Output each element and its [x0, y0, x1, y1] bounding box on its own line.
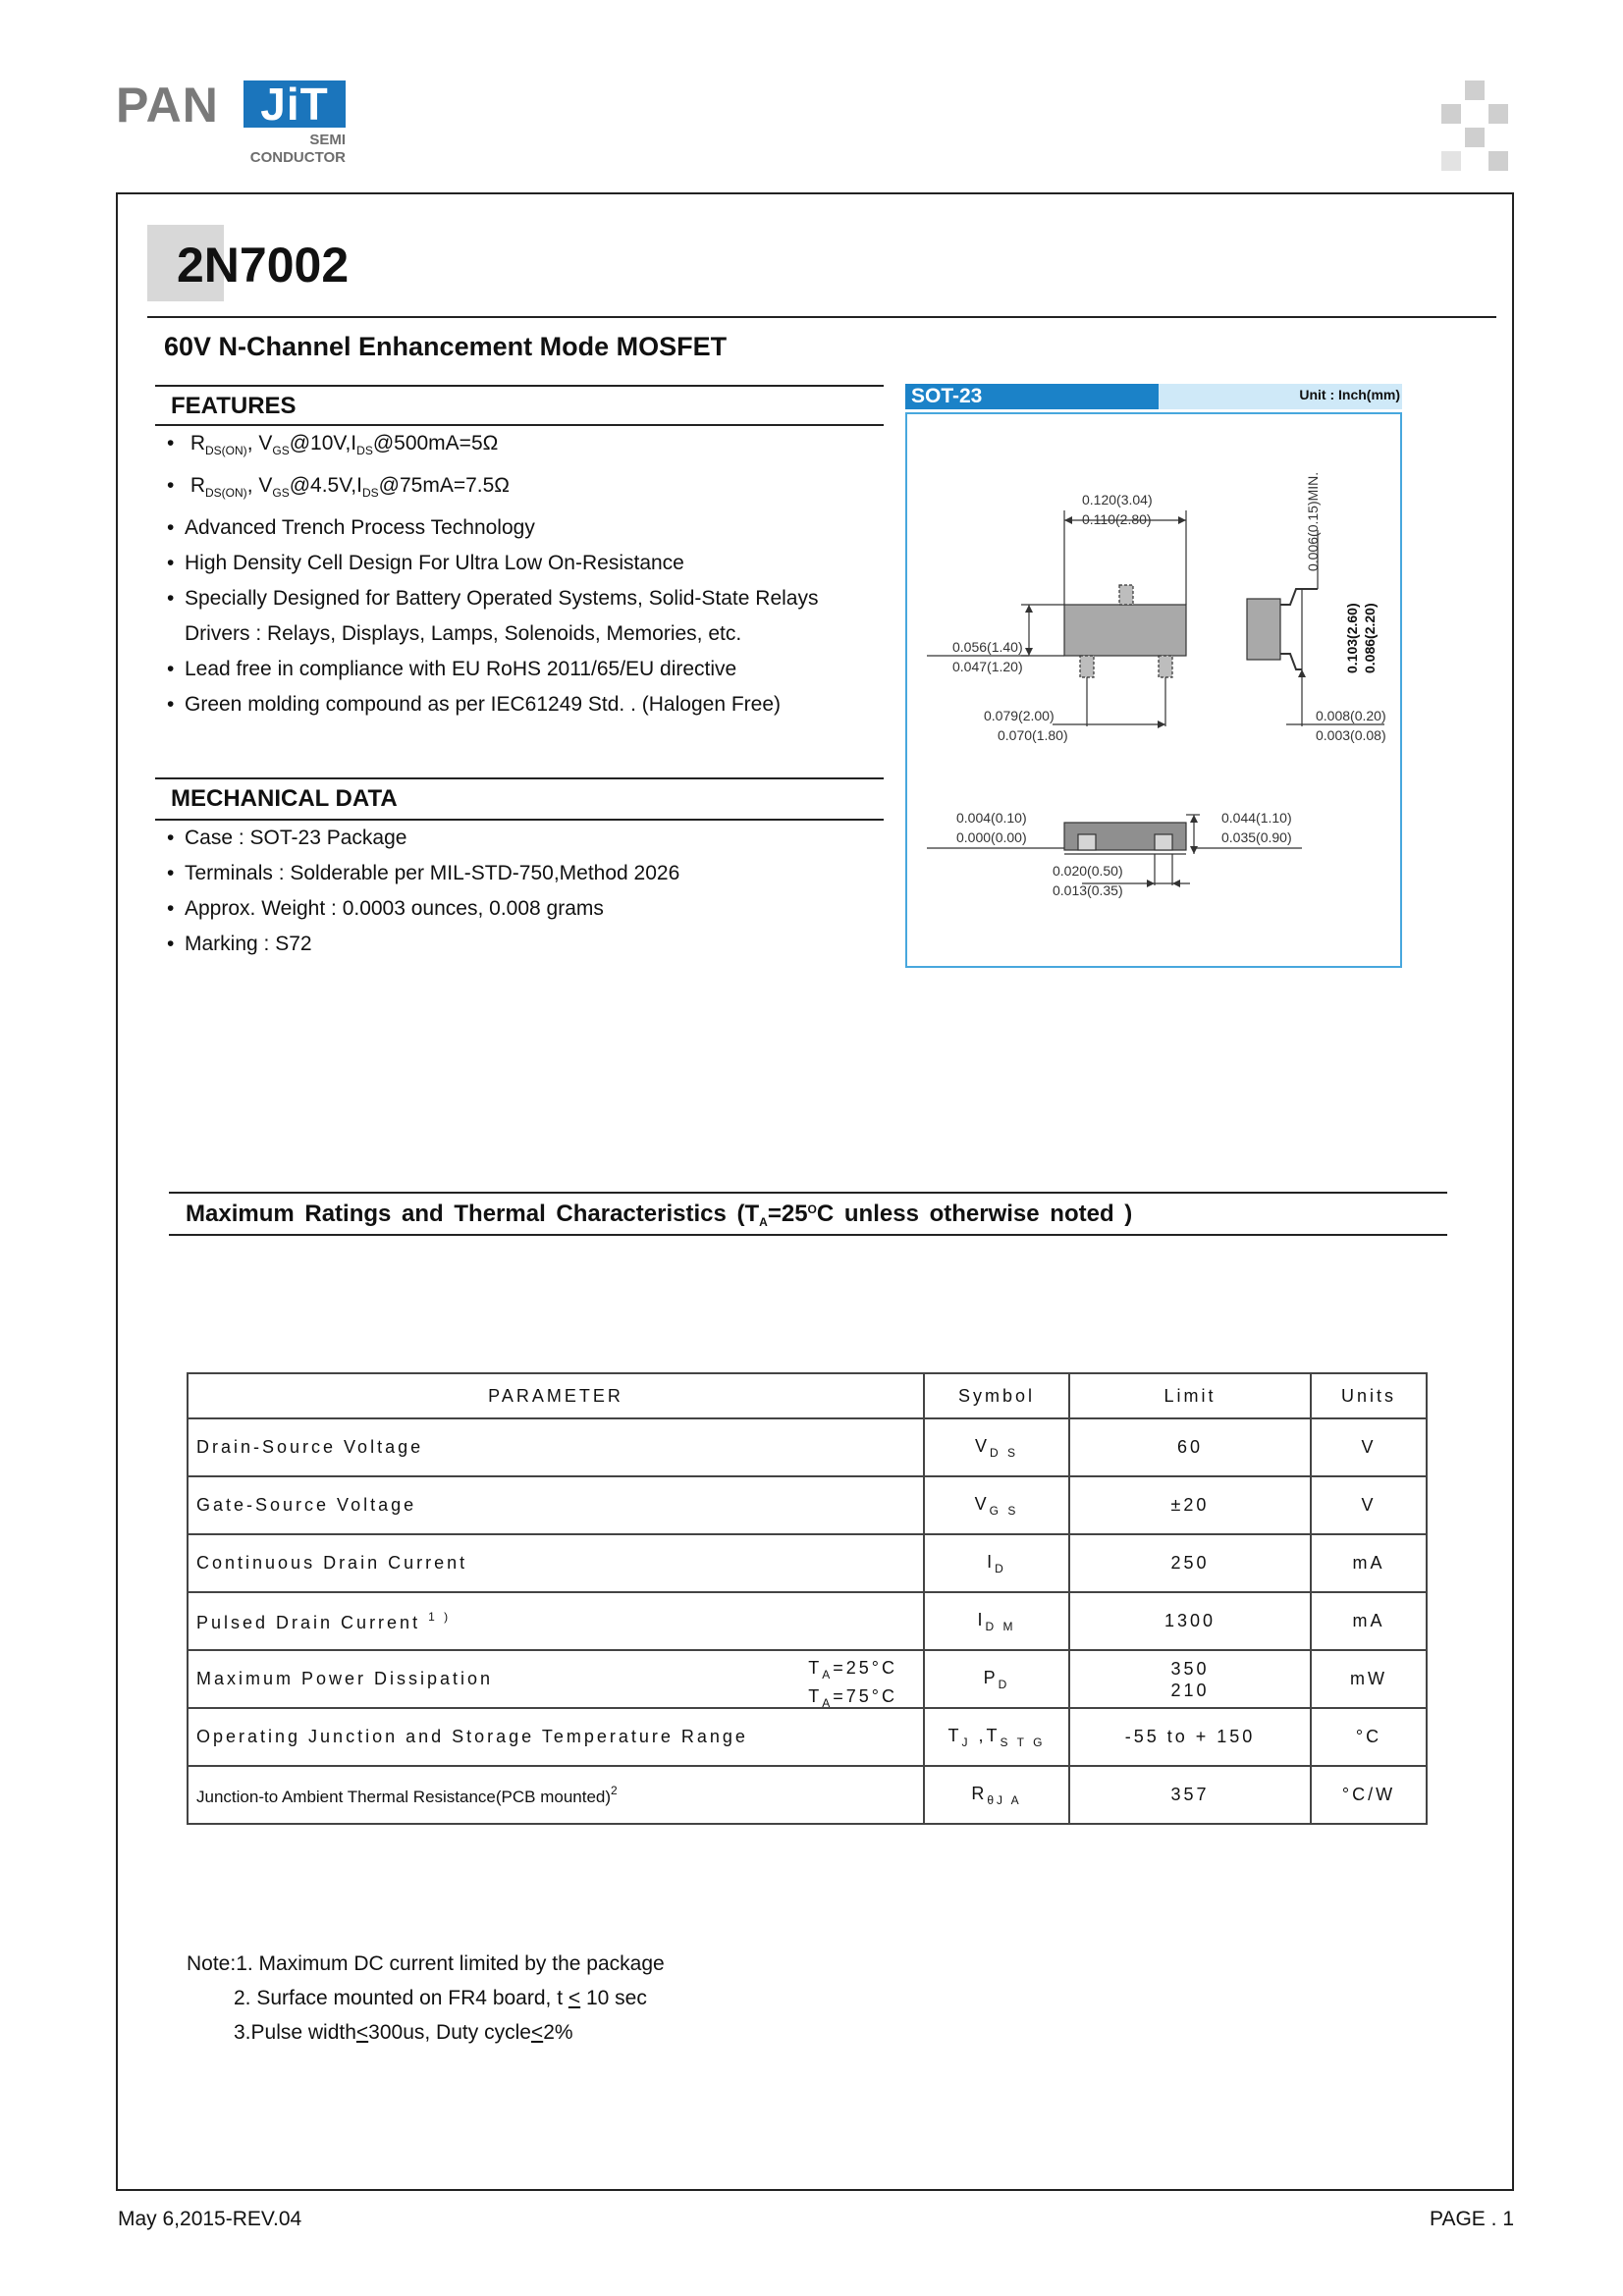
- cell-limit: 1300: [1069, 1592, 1311, 1650]
- header-symbol: Symbol: [924, 1373, 1069, 1418]
- header-parameter: PARAMETER: [188, 1373, 924, 1418]
- mechanical-item: • Terminals : Solderable per MIL-STD-750,Method 2026: [167, 862, 680, 884]
- dim-label: 0.103(2.60): [1344, 603, 1360, 673]
- cell-unit: °C: [1311, 1708, 1427, 1766]
- cell-symbol: $R_{\theta J A}$: [924, 1766, 1069, 1824]
- ratings-table: [187, 1372, 1428, 1825]
- dim-label: 0.013(0.35): [1053, 882, 1123, 898]
- feature-item-rds-4v5: • $R_{DS(ON)}$, $V_{GS}@4.5V,I_{DS}@75mA=7.5\Omega$: [167, 474, 510, 500]
- note-2: 2. Surface mounted on FR4 board, t < 10 sec: [234, 1987, 647, 2009]
- cell-limit: 357: [1069, 1766, 1311, 1824]
- ratings-rule-top: [169, 1192, 1447, 1194]
- top-view-lead: [1119, 585, 1133, 605]
- dim-label: 0.056(1.40): [952, 639, 1023, 655]
- cell-limit: 350 210: [1069, 1650, 1311, 1708]
- dim-label: 0.035(0.90): [1221, 829, 1292, 845]
- dim-label: 0.110(2.80): [1082, 511, 1152, 527]
- mechanical-title: MECHANICAL DATA: [171, 785, 398, 812]
- header-limit: Limit: [1069, 1373, 1311, 1418]
- cell-symbol: $P_D$: [924, 1650, 1069, 1708]
- cell-unit: V: [1311, 1418, 1427, 1476]
- features-rule-top: [155, 385, 884, 387]
- table-row: [188, 1766, 1427, 1824]
- table-row: [188, 1418, 1427, 1476]
- cell-condition: $T_A=25^\circ C$ $T_A=75^\circ C$: [808, 1658, 897, 1710]
- cell-limit: 60: [1069, 1418, 1311, 1476]
- dim-label: 0.008(0.20): [1316, 708, 1386, 723]
- feature-item: • High Density Cell Design For Ultra Low On-Resistance: [167, 552, 684, 574]
- feature-item: • Green molding compound as per IEC61249 Std. . (Halogen Free): [167, 693, 782, 716]
- table-row: [188, 1708, 1427, 1766]
- cell-limit: 250: [1069, 1534, 1311, 1592]
- table-row: [188, 1592, 1427, 1650]
- part-number: 2N7002: [177, 238, 350, 293]
- note-1: Note:1. Maximum DC current limited by the package: [187, 1952, 665, 1975]
- note-3: 3.Pulse width<300us, Duty cycle<2%: [234, 2021, 573, 2044]
- features-title: FEATURES: [171, 393, 297, 419]
- dim-label: 0.004(0.10): [956, 810, 1027, 826]
- table-header-row: [188, 1373, 1427, 1418]
- mechanical-rule-top: [155, 777, 884, 779]
- table-row: [188, 1534, 1427, 1592]
- logo-semi-text: SEMI: [309, 132, 346, 148]
- table-row: [188, 1476, 1427, 1534]
- cell-parameter: Operating Junction and Storage Temperature Range: [188, 1708, 924, 1766]
- package-name: SOT-23: [905, 384, 1159, 409]
- cell-symbol: $I_{D M}$: [924, 1592, 1069, 1650]
- side-view-body: [1247, 599, 1280, 660]
- mechanical-item: • Marking : S72: [167, 933, 312, 955]
- dim-label: 0.044(1.10): [1221, 810, 1292, 826]
- feature-item: • Lead free in compliance with EU RoHS 2011/65/EU directive: [167, 658, 737, 680]
- cell-parameter: Maximum Power Dissipation $T_A=25^\circ C$ $T_A=75^\circ C$: [188, 1650, 924, 1708]
- feature-item: • Advanced Trench Process Technology: [167, 516, 535, 539]
- feature-item-continued: Drivers : Relays, Displays, Lamps, Solenoids, Memories, etc.: [185, 622, 742, 645]
- dim-label: 0.047(1.20): [952, 659, 1023, 674]
- dim-label: 0.070(1.80): [998, 727, 1068, 743]
- dim-label: 0.000(0.00): [956, 829, 1027, 845]
- cell-symbol: $T_J$ $,T_{S T G}$: [924, 1708, 1069, 1766]
- cell-parameter: Gate-Source Voltage: [188, 1476, 924, 1534]
- top-view-body: [1064, 605, 1186, 656]
- mechanical-item: • Approx. Weight : 0.0003 ounces, 0.008 grams: [167, 897, 604, 920]
- features-list: [167, 426, 818, 722]
- dim-label: 0.120(3.04): [1082, 492, 1153, 507]
- cell-parameter: Pulsed Drain Current $^{1 )}$: [188, 1592, 924, 1650]
- package-unit-label: Unit : Inch(mm): [1299, 387, 1400, 402]
- header-units: Units: [1311, 1373, 1427, 1418]
- cell-parameter: Junction-to Ambient Thermal Resistance(PCB mounted)$^2$: [188, 1766, 924, 1824]
- dim-label: 0.020(0.50): [1053, 863, 1123, 879]
- cell-unit: mA: [1311, 1592, 1427, 1650]
- ratings-rule-bottom: [169, 1234, 1447, 1236]
- cell-unit: mW: [1311, 1650, 1427, 1708]
- logo-pan-text: PAN: [116, 78, 219, 133]
- logo-jit-badge: JiT: [243, 80, 346, 128]
- mechanical-item: • Case : SOT-23 Package: [167, 827, 407, 849]
- logo-conductor-text: CONDUCTOR: [249, 149, 346, 166]
- cell-symbol: $V_{D S}$: [924, 1418, 1069, 1476]
- dim-label: 0.079(2.00): [984, 708, 1055, 723]
- dim-label: 0.006(0.15)MIN.: [1305, 471, 1321, 571]
- package-outline-drawing: [905, 412, 1402, 968]
- cell-limit: -55 to + 150: [1069, 1708, 1311, 1766]
- feature-item-rds-10v: • $R_{DS(ON)}$, $V_{GS}@10V,I_{DS}@500mA=5\Omega$: [167, 432, 499, 457]
- title-divider: [147, 316, 1496, 318]
- cell-unit: mA: [1311, 1534, 1427, 1592]
- top-view-lead: [1159, 656, 1172, 677]
- mechanical-list: [167, 821, 679, 962]
- cell-unit: °C/W: [1311, 1766, 1427, 1824]
- top-view-lead: [1080, 656, 1094, 677]
- footer-page: PAGE . 1: [1430, 2208, 1514, 2230]
- dim-label: 0.003(0.08): [1316, 727, 1386, 743]
- ratings-title: Maximum Ratings and Thermal Characteristics ($T_A=25^OC$ unless otherwise noted ): [186, 1201, 1133, 1229]
- cell-limit: ±20: [1069, 1476, 1311, 1534]
- dim-label: 0.086(2.20): [1362, 603, 1378, 673]
- cell-unit: V: [1311, 1476, 1427, 1534]
- cell-symbol: $I_D$: [924, 1534, 1069, 1592]
- feature-item: • Specially Designed for Battery Operated Systems, Solid-State Relays: [167, 587, 819, 610]
- table-row: [188, 1650, 1427, 1708]
- device-subtitle: 60V N-Channel Enhancement Mode MOSFET: [164, 332, 728, 361]
- cell-parameter: Continuous Drain Current: [188, 1534, 924, 1592]
- footer-date: May 6,2015-REV.04: [118, 2208, 302, 2230]
- cell-symbol: $V_{G S}$: [924, 1476, 1069, 1534]
- cell-parameter: Drain-Source Voltage: [188, 1418, 924, 1476]
